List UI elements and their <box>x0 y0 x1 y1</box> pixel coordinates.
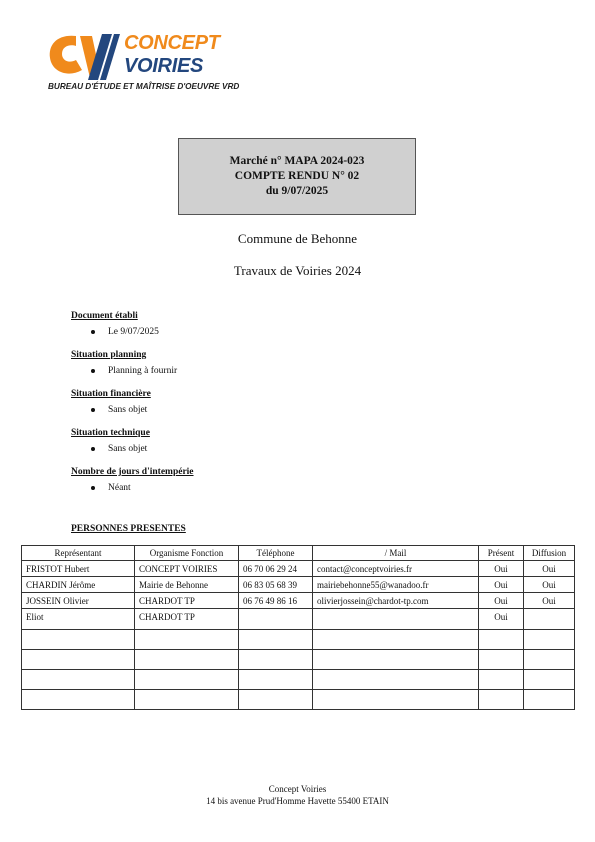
bullet-icon <box>91 447 95 451</box>
commune-name: Commune de Behonne <box>237 231 358 246</box>
persons-present-title: PERSONNES PRESENTES <box>71 524 186 534</box>
cell-representant: Eliot <box>22 609 135 630</box>
footer-address: 14 bis avenue Prud'Homme Havette 55400 ETAIN <box>206 796 389 806</box>
empty-cell <box>239 690 313 710</box>
header-organisme: Organisme Fonction <box>135 546 239 561</box>
section-item-text: Sans objet <box>108 405 148 415</box>
empty-cell <box>479 670 524 690</box>
empty-cell <box>22 670 135 690</box>
cell-present: Oui <box>479 593 524 609</box>
empty-cell <box>524 650 575 670</box>
report-sections <box>71 309 371 504</box>
cell-mail <box>313 609 479 630</box>
logo-text-concept: CONCEPT <box>124 32 220 54</box>
logo-tagline: BUREAU D'ÉTUDE ET MAÎTRISE D'OEUVRE VRD <box>48 82 240 91</box>
bullet-icon <box>91 369 95 373</box>
empty-cell <box>524 630 575 650</box>
empty-cell <box>239 650 313 670</box>
cell-representant: FRISTOT Hubert <box>22 561 135 577</box>
cell-mail: olivierjossein@chardot-tp.com <box>313 593 479 609</box>
logo-text-voiries: VOIRIES <box>124 55 204 77</box>
empty-cell <box>135 630 239 650</box>
bullet-icon <box>91 330 95 334</box>
empty-cell <box>524 670 575 690</box>
cell-representant: JOSSEIN Olivier <box>22 593 135 609</box>
section-item-document <box>71 323 371 348</box>
section-item-text: Néant <box>108 483 131 493</box>
cell-organisme: CHARDOT TP <box>135 593 239 609</box>
empty-cell <box>135 670 239 690</box>
bullet-icon <box>91 408 95 412</box>
section-item-text: Le 9/07/2025 <box>108 327 159 337</box>
header-diffusion: Diffusion <box>524 546 575 561</box>
cell-representant: CHARDIN Jérôme <box>22 577 135 593</box>
empty-cell <box>313 630 479 650</box>
section-item-technique <box>71 440 371 465</box>
empty-cell <box>22 690 135 710</box>
footer-company: Concept Voiries <box>268 784 327 794</box>
empty-cell <box>479 630 524 650</box>
table-row-empty <box>22 630 575 650</box>
cell-diffusion <box>524 609 575 630</box>
cell-organisme: CHARDOT TP <box>135 609 239 630</box>
table-row-empty <box>22 670 575 690</box>
section-title-financiere: Situation financière <box>71 389 151 399</box>
cell-present: Oui <box>479 609 524 630</box>
report-header-box <box>178 138 416 215</box>
empty-cell <box>239 630 313 650</box>
cell-telephone: 06 83 05 68 39 <box>239 577 313 593</box>
table-row-empty <box>22 690 575 710</box>
empty-cell <box>239 670 313 690</box>
cell-telephone: 06 76 49 86 16 <box>239 593 313 609</box>
market-number: Marché n° MAPA 2024-023 <box>229 155 365 167</box>
section-item-text: Planning à fournir <box>108 366 178 376</box>
empty-cell <box>22 630 135 650</box>
cell-telephone: 06 70 06 29 24 <box>239 561 313 577</box>
concept-voiries-logo-mark <box>46 30 122 82</box>
section-item-intemperie <box>71 479 371 504</box>
cell-present: Oui <box>479 577 524 593</box>
cell-organisme: Mairie de Behonne <box>135 577 239 593</box>
cell-present: Oui <box>479 561 524 577</box>
table-row <box>22 577 575 593</box>
cell-diffusion: Oui <box>524 577 575 593</box>
cell-mail: contact@conceptvoiries.fr <box>313 561 479 577</box>
section-title-document: Document établi <box>71 311 138 321</box>
report-date: du 9/07/2025 <box>265 185 329 197</box>
table-row <box>22 609 575 630</box>
section-title-technique: Situation technique <box>71 428 150 438</box>
report-number: COMPTE RENDU N° 02 <box>234 170 360 182</box>
company-logo <box>46 30 246 96</box>
cell-mail: mairiebehonne55@wanadoo.fr <box>313 577 479 593</box>
section-item-financiere <box>71 401 371 426</box>
empty-cell <box>135 690 239 710</box>
empty-cell <box>479 690 524 710</box>
section-item-text: Sans objet <box>108 444 148 454</box>
table-row <box>22 561 575 577</box>
empty-cell <box>135 650 239 670</box>
project-name: Travaux de Voiries 2024 <box>233 263 362 278</box>
empty-cell <box>479 650 524 670</box>
section-title-intemperie: Nombre de jours d'intempérie <box>71 467 194 477</box>
empty-cell <box>22 650 135 670</box>
table-row <box>22 593 575 609</box>
header-representant: Représentant <box>22 546 135 561</box>
header-telephone: Téléphone <box>239 546 313 561</box>
header-mail: / Mail <box>313 546 479 561</box>
cell-diffusion: Oui <box>524 561 575 577</box>
cell-diffusion: Oui <box>524 593 575 609</box>
header-present: Présent <box>479 546 524 561</box>
section-title-planning: Situation planning <box>71 350 147 360</box>
table-header-row <box>22 546 575 561</box>
persons-table <box>21 545 575 710</box>
cell-telephone <box>239 609 313 630</box>
empty-cell <box>313 690 479 710</box>
empty-cell <box>313 650 479 670</box>
empty-cell <box>524 690 575 710</box>
cell-organisme: CONCEPT VOIRIES <box>135 561 239 577</box>
section-item-planning <box>71 362 371 387</box>
bullet-icon <box>91 486 95 490</box>
table-row-empty <box>22 650 575 670</box>
empty-cell <box>313 670 479 690</box>
